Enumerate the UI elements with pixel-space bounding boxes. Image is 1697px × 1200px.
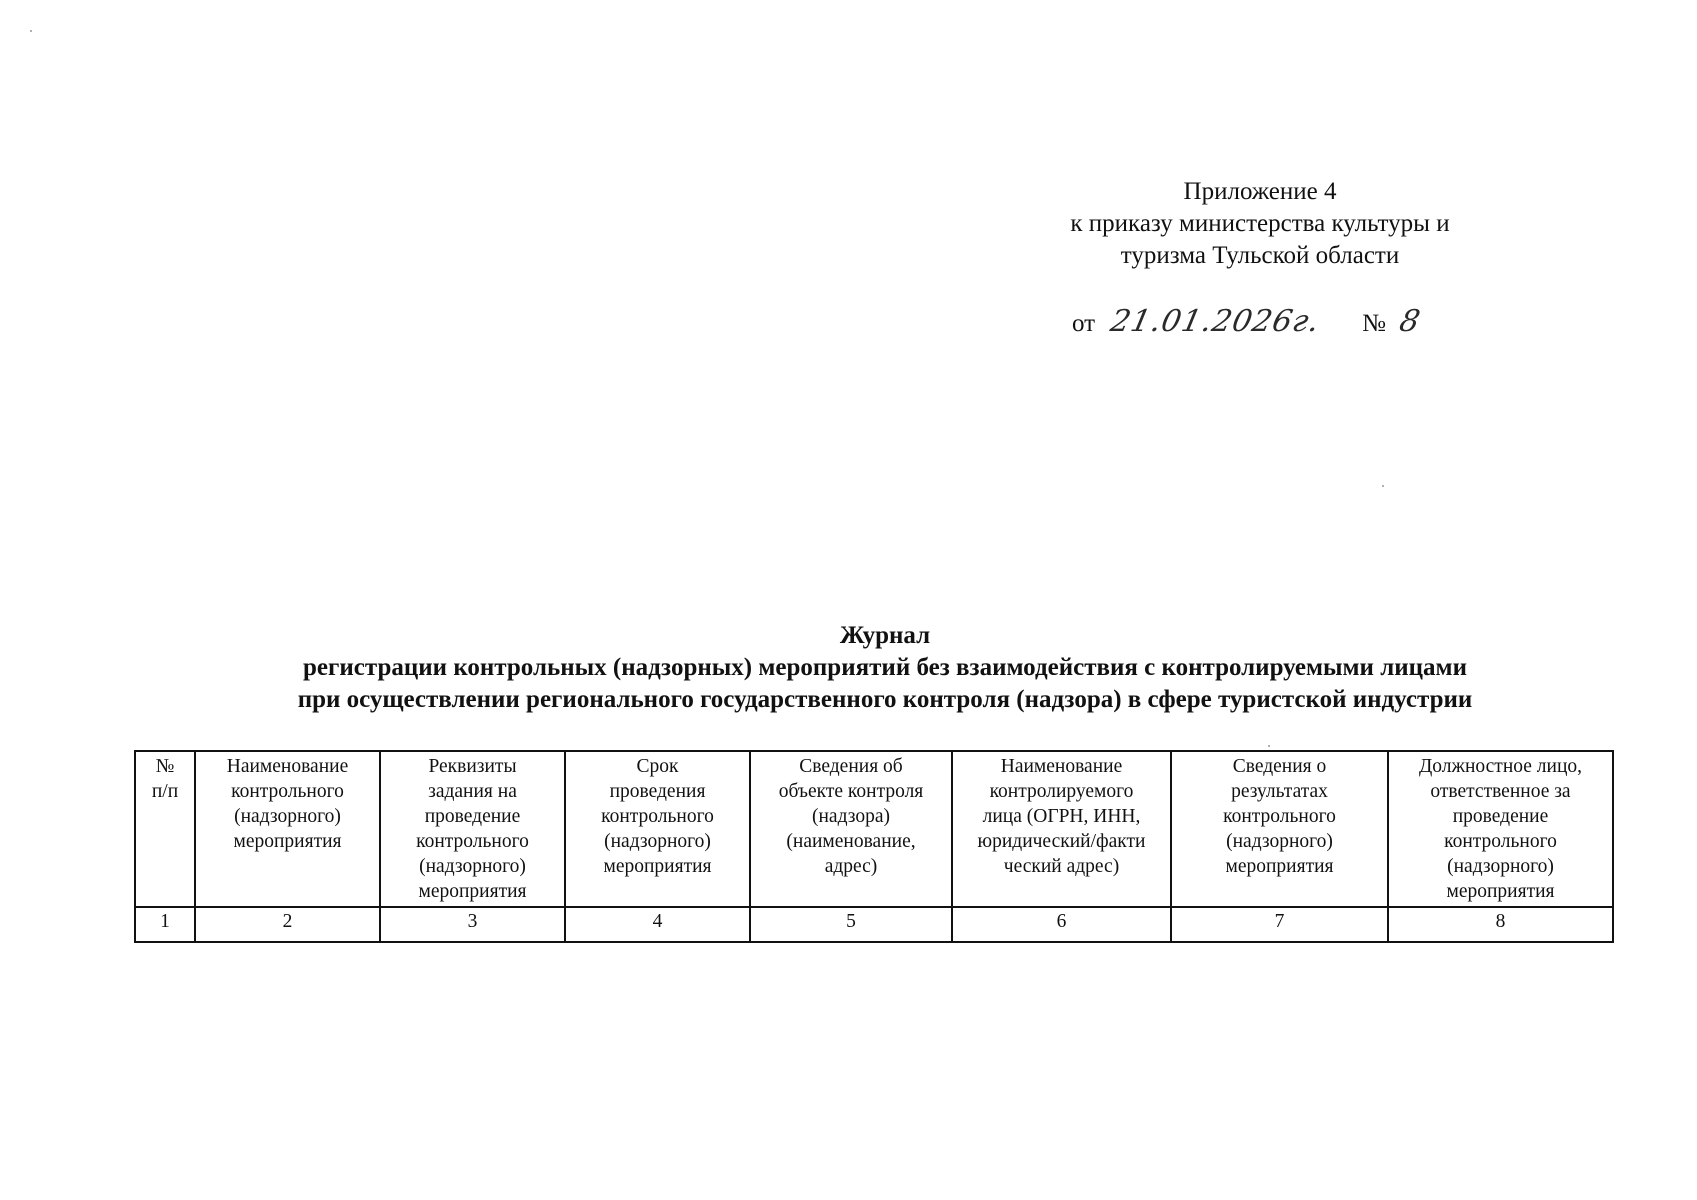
header-text-line: адрес): [824, 856, 878, 877]
table-header-cell: [135, 751, 195, 907]
header-text-line: (наименование,: [786, 831, 916, 852]
header-text-line: мероприятия: [603, 856, 712, 877]
header-text-line: (надзорного): [1447, 856, 1554, 877]
header-text-line: контролируемого: [989, 781, 1134, 802]
header-text-line: Сведения о: [1232, 756, 1327, 777]
header-text-line: контрольного: [231, 781, 344, 802]
header-text-line: Сведения об: [799, 756, 903, 777]
header-text-line: проведения: [609, 781, 706, 802]
header-text-line: объекте контроля: [778, 781, 924, 802]
header-text-line: Наименование: [1000, 756, 1123, 777]
header-text-line: ответственное за: [1430, 781, 1571, 802]
appendix-block: [1000, 176, 1520, 272]
header-text-line: Должностное лицо,: [1418, 756, 1583, 777]
header-text-line: контрольного: [416, 831, 529, 852]
column-number-cell: 3: [380, 907, 565, 942]
header-text-line: (надзорного): [419, 856, 526, 877]
scan-speck: [30, 30, 32, 32]
column-number-cell: 7: [1171, 907, 1388, 942]
order-date-line: [1072, 304, 1425, 340]
table-header-cell: [380, 751, 565, 907]
column-number-cell: 2: [195, 907, 380, 942]
journal-title: [130, 620, 1640, 716]
header-text-line: результатах: [1231, 781, 1328, 802]
table-header-cell: [565, 751, 750, 907]
header-text-line: (надзора): [812, 806, 890, 827]
header-text-line: проведение: [424, 806, 521, 827]
header-text-line: мероприятия: [1225, 856, 1334, 877]
date-prefix: от: [1072, 310, 1096, 337]
header-text-line: Наименование: [226, 756, 349, 777]
journal-table: [134, 750, 1614, 943]
appendix-order-line: к приказу министерства культуры и: [1070, 210, 1450, 237]
header-text-line: №: [155, 756, 175, 777]
column-number-cell: 8: [1388, 907, 1613, 942]
header-text-line: юридический/факти: [977, 831, 1146, 852]
number-label: №: [1362, 310, 1386, 337]
header-text-line: мероприятия: [233, 831, 342, 852]
header-text-line: (надзорного): [1226, 831, 1333, 852]
header-text-line: (надзорного): [234, 806, 341, 827]
header-text-line: Реквизиты: [428, 756, 517, 777]
column-number-cell: 1: [135, 907, 195, 942]
header-text-line: (надзорного): [604, 831, 711, 852]
title-heading: Журнал: [839, 622, 931, 649]
handwritten-date: 21.01.2026г.: [1107, 304, 1324, 339]
header-text-line: контрольного: [1223, 806, 1336, 827]
scan-speck: [1268, 745, 1270, 747]
table-header-cell: [750, 751, 952, 907]
handwritten-number: 8: [1396, 304, 1425, 339]
column-number-cell: 6: [952, 907, 1171, 942]
header-text-line: задания на: [428, 781, 517, 802]
title-subtitle-line-2: при осуществлении регионального государственного контроля (надзора) в сфере туристской индустрии: [297, 686, 1473, 713]
title-subtitle-line-1: регистрации контрольных (надзорных) мероприятий без взаимодействия с контролируемыми лицами: [303, 654, 1467, 681]
table-header-cell: [195, 751, 380, 907]
table-header-cell: [1171, 751, 1388, 907]
appendix-title: Приложение 4: [1183, 178, 1337, 205]
column-number-cell: 4: [565, 907, 750, 942]
table-header-cell: [1388, 751, 1613, 907]
column-number-cell: 5: [750, 907, 952, 942]
header-text-line: ческий адрес): [1003, 856, 1120, 877]
header-text-line: Срок: [636, 756, 679, 777]
appendix-ministry-line: туризма Тульской области: [1120, 242, 1400, 269]
table-header-row: [135, 751, 1613, 907]
header-text-line: контрольного: [601, 806, 714, 827]
header-text-line: п/п: [151, 781, 179, 802]
header-text-line: мероприятия: [1446, 881, 1555, 902]
header-text-line: контрольного: [1444, 831, 1557, 852]
table-row: [135, 907, 1613, 942]
header-text-line: мероприятия: [418, 881, 527, 902]
table-header-cell: [952, 751, 1171, 907]
header-text-line: лица (ОГРН, ИНН,: [982, 806, 1141, 827]
scan-speck: [1382, 485, 1384, 487]
header-text-line: проведение: [1452, 806, 1549, 827]
